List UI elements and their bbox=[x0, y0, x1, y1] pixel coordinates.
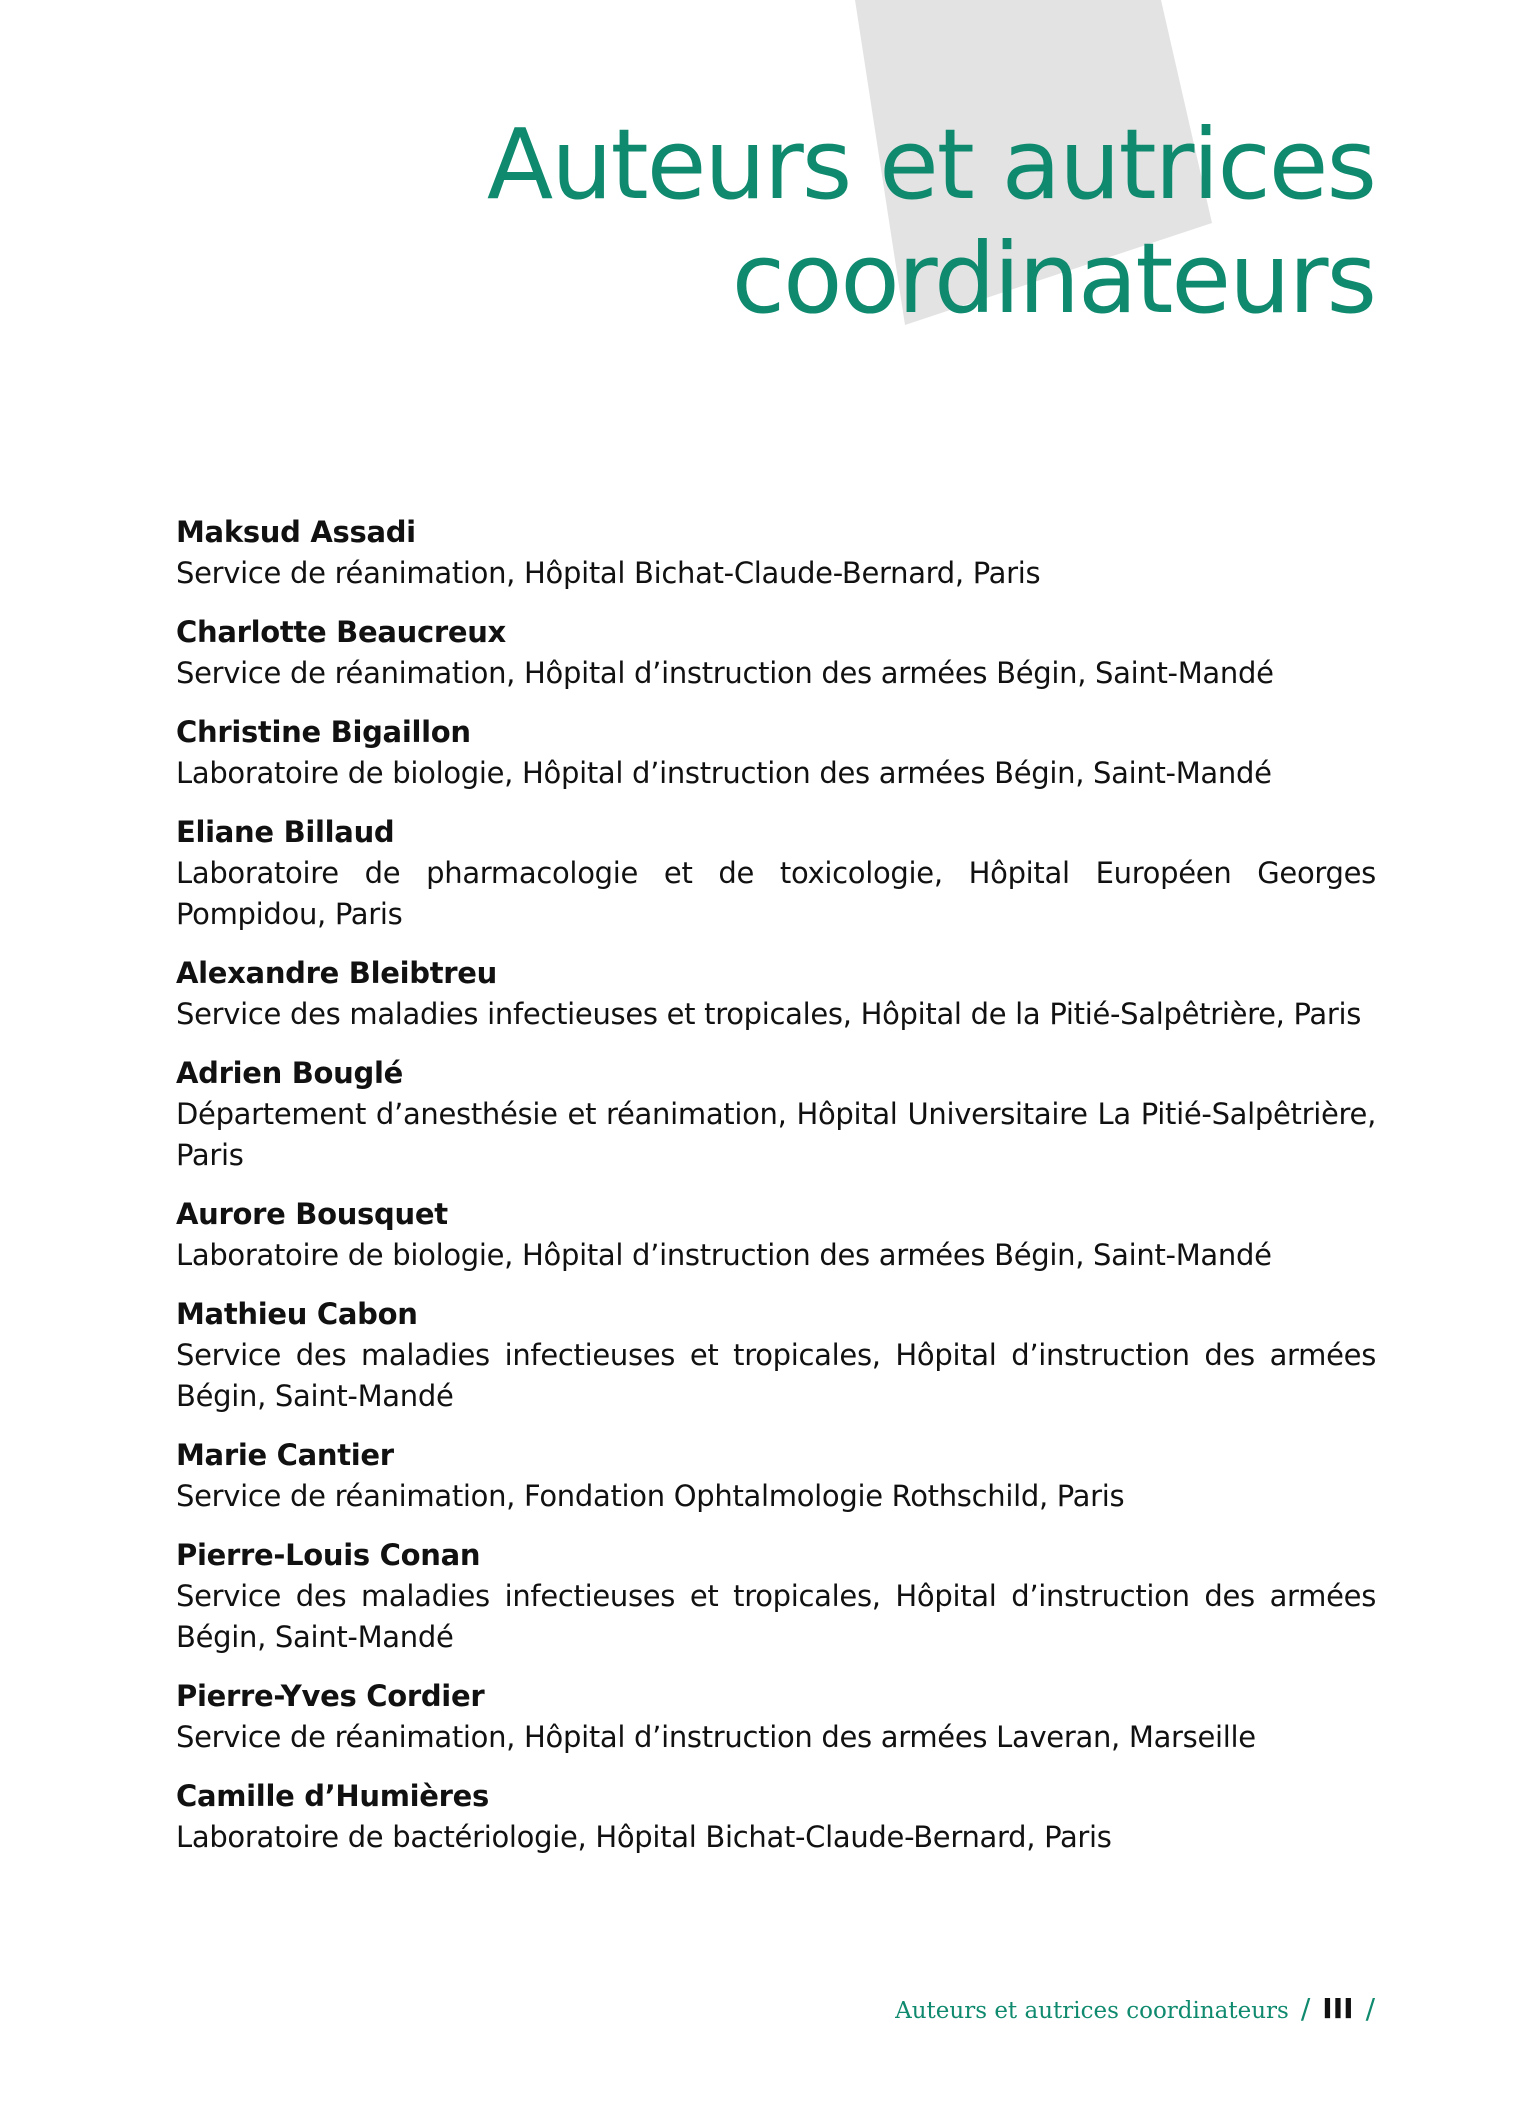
page-number: III bbox=[1322, 1992, 1354, 2025]
author-name: Charlotte Beaucreux bbox=[176, 615, 506, 649]
footer-separator: / bbox=[1300, 1992, 1311, 2025]
footer-separator: / bbox=[1365, 1992, 1375, 2025]
author-affiliation: Service de réanimation, Hôpital Bichat-Claude-Bernard, Paris bbox=[176, 556, 1041, 590]
author-affiliation: Service des maladies infectieuses et tropicales, Hôpital de la Pitié-Salpêtrière, Paris bbox=[176, 997, 1362, 1031]
author-entry bbox=[176, 1053, 1376, 1176]
author-name: Eliane Billaud bbox=[176, 815, 395, 849]
author-entry bbox=[176, 1294, 1376, 1417]
author-entry bbox=[176, 1194, 1376, 1276]
author-affiliation: Laboratoire de biologie, Hôpital d’instruction des armées Bégin, Saint-Mandé bbox=[176, 1238, 1272, 1272]
author-list bbox=[176, 512, 1376, 1876]
author-affiliation: Service des maladies infectieuses et tropicales, Hôpital d’instruction des armées Bégin, Saint-Mandé bbox=[176, 1338, 1376, 1413]
author-entry bbox=[176, 512, 1376, 594]
author-name: Pierre-Yves Cordier bbox=[176, 1679, 485, 1713]
author-name: Mathieu Cabon bbox=[176, 1297, 418, 1331]
page-title bbox=[487, 108, 1375, 336]
page-footer bbox=[895, 1992, 1375, 2025]
author-entry bbox=[176, 812, 1376, 935]
author-affiliation: Service des maladies infectieuses et tropicales, Hôpital d’instruction des armées Bégin, Saint-Mandé bbox=[176, 1579, 1376, 1654]
author-affiliation: Département d’anesthésie et réanimation, Hôpital Universitaire La Pitié-Salpêtrière, Paris bbox=[176, 1097, 1376, 1172]
author-affiliation: Service de réanimation, Hôpital d’instruction des armées Bégin, Saint-Mandé bbox=[176, 656, 1274, 690]
running-title: Auteurs et autrices coordinateurs bbox=[895, 1998, 1289, 2024]
author-affiliation: Laboratoire de pharmacologie et de toxicologie, Hôpital Européen Georges Pompidou, Paris bbox=[176, 856, 1376, 931]
page-title-line-1: Auteurs et autrices bbox=[486, 108, 1375, 221]
author-entry bbox=[176, 1676, 1376, 1758]
author-name: Aurore Bousquet bbox=[176, 1197, 448, 1231]
author-entry bbox=[176, 953, 1376, 1035]
author-name: Camille d’Humières bbox=[176, 1779, 490, 1813]
author-name: Maksud Assadi bbox=[176, 515, 416, 549]
author-name: Christine Bigaillon bbox=[176, 715, 471, 749]
page-title-line-2: coordinateurs bbox=[731, 222, 1375, 335]
author-entry bbox=[176, 1535, 1376, 1658]
author-entry bbox=[176, 1435, 1376, 1517]
author-affiliation: Laboratoire de biologie, Hôpital d’instruction des armées Bégin, Saint-Mandé bbox=[176, 756, 1272, 790]
author-name: Alexandre Bleibtreu bbox=[176, 956, 497, 990]
author-entry bbox=[176, 712, 1376, 794]
author-affiliation: Service de réanimation, Hôpital d’instruction des armées Laveran, Marseille bbox=[176, 1720, 1256, 1754]
author-affiliation: Laboratoire de bactériologie, Hôpital Bichat-Claude-Bernard, Paris bbox=[176, 1820, 1112, 1854]
author-entry bbox=[176, 1776, 1376, 1858]
author-entry bbox=[176, 612, 1376, 694]
author-affiliation: Service de réanimation, Fondation Ophtalmologie Rothschild, Paris bbox=[176, 1479, 1125, 1513]
author-name: Adrien Bouglé bbox=[176, 1056, 403, 1090]
author-name: Pierre-Louis Conan bbox=[176, 1538, 481, 1572]
author-name: Marie Cantier bbox=[176, 1438, 394, 1472]
